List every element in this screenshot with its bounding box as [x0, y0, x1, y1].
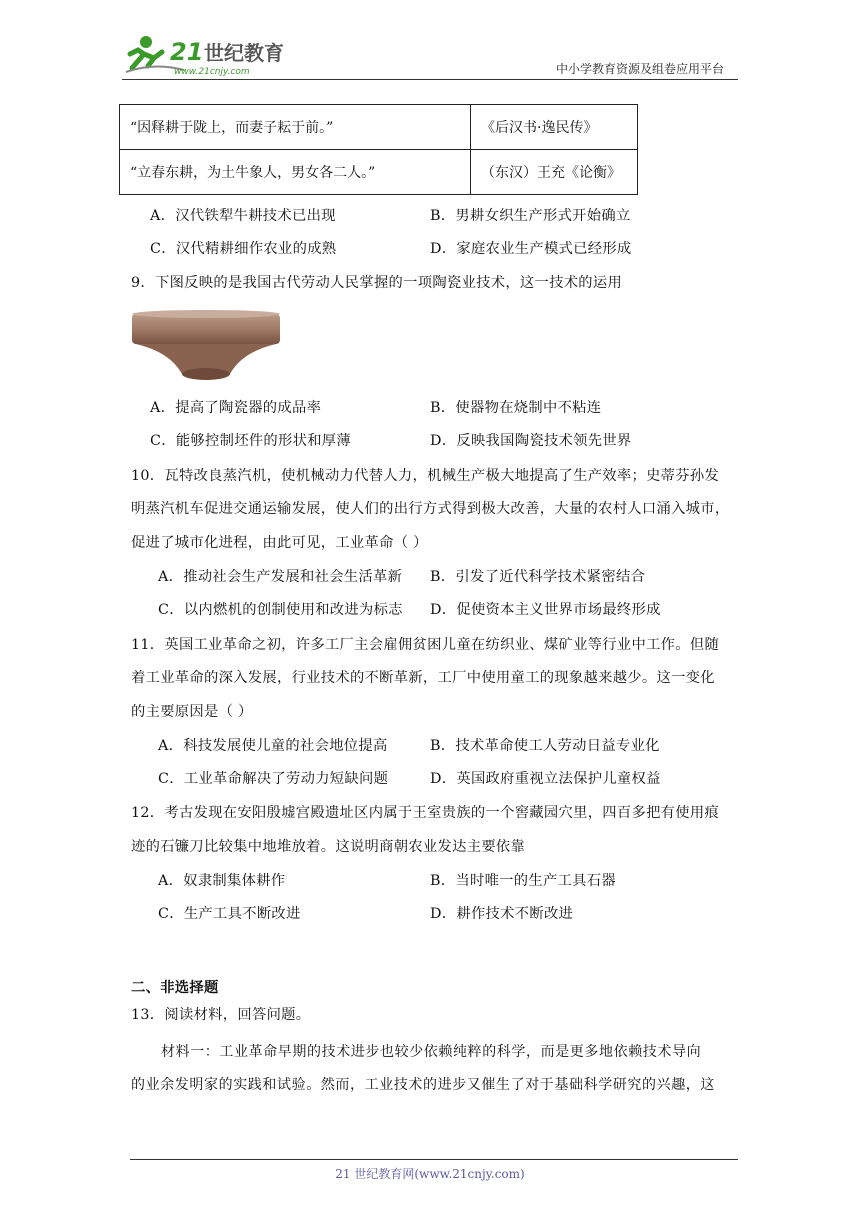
material1-line2: 的业余发明家的实践和试验。然而，工业技术的进步又催生了对于基础科学研究的兴趣，这	[131, 1077, 715, 1093]
q11-option-b: B．技术革命使工人劳动日益专业化	[430, 738, 660, 754]
q12-option-b: B．当时唯一的生产工具石器	[430, 873, 616, 889]
table-row	[120, 150, 638, 195]
q8-option-d: D．家庭农业生产模式已经形成	[430, 241, 632, 257]
q10-option-b: B．引发了近代科学技术紧密结合	[430, 569, 646, 585]
q9-option-b: B．使器物在烧制中不粘连	[430, 400, 602, 416]
q11-stem-line3: 的主要原因是（ ）	[131, 704, 253, 720]
table-cell-quote: “因释耕于陇上，而妻子耘于前。”	[120, 105, 471, 150]
header-divider	[122, 79, 738, 80]
material1-line1: 材料一：工业革命早期的技术进步也较少依赖纯粹的科学，而是更多地依赖技术导向	[161, 1044, 702, 1060]
q11-stem-line1: 11．英国工业革命之初，许多工厂主会雇佣贫困儿童在纺织业、煤矿业等行业中工作。但随	[131, 637, 720, 653]
q13-stem: 13．阅读材料，回答问题。	[131, 1007, 311, 1023]
footer-link[interactable]: 21 世纪教育网(www.21cnjy.com)	[335, 1167, 525, 1181]
q9-option-c: C．能够控制坯件的形状和厚薄	[150, 433, 351, 449]
q9-option-a: A．提高了陶瓷器的成品率	[150, 400, 322, 416]
q12-option-a: A．奴隶制集体耕作	[158, 873, 286, 889]
footer-divider	[130, 1159, 738, 1160]
table-row	[120, 105, 638, 150]
q10-option-d: D．促使资本主义世界市场最终形成	[430, 602, 661, 618]
q8-option-b: B．男耕女织生产形式开始确立	[430, 208, 631, 224]
q10-stem-line2: 明蒸汽机车促进交通运输发展，使人们的出行方式得到极大改善，大量的农村人口涌入城市，	[131, 501, 730, 517]
table-cell-source: 《后汉书·逸民传》	[471, 105, 638, 150]
q10-stem-line3: 促进了城市化进程，由此可见，工业革命（ ）	[131, 535, 428, 551]
q12-option-c: C．生产工具不断改进	[158, 906, 301, 922]
table-cell-quote: “立春东耕，为土牛象人，男女各二人。”	[120, 150, 471, 195]
pottery-bowl-image	[130, 308, 282, 384]
q9-option-d: D．反映我国陶瓷技术领先世界	[430, 433, 632, 449]
q9-stem: 9．下图反映的是我国古代劳动人民掌握的一项陶瓷业技术，这一技术的运用	[131, 275, 623, 291]
q10-option-c: C．以内燃机的创制使用和改进为标志	[158, 602, 403, 618]
q11-option-c: C．工业革命解决了劳动力短缺问题	[158, 771, 389, 787]
q11-option-d: D．英国政府重视立法保护儿童权益	[430, 771, 661, 787]
site-logo	[124, 32, 294, 82]
q11-option-a: A．科技发展使儿童的社会地位提高	[158, 738, 388, 754]
q12-stem-line1: 12．考古发现在安阳殷墟宫殿遗址区内属于王室贵族的一个窖藏园穴里，四百多把有使用痕	[131, 805, 720, 821]
source-table	[119, 104, 638, 195]
q11-stem-line2: 着工业革命的深入发展，行业技术的不断革新，工厂中使用童工的现象越来越少。这一变化	[131, 670, 715, 686]
section-heading: 二、非选择题	[131, 980, 219, 996]
q10-stem-line1: 10．瓦特改良蒸汽机，使机械动力代替人力，机械生产极大地提高了生产效率；史蒂芬孙发	[131, 468, 720, 484]
logo-url: www.21cnjy.com	[174, 67, 250, 77]
q8-option-c: C．汉代精耕细作农业的成熟	[150, 241, 337, 257]
q12-option-d: D．耕作技术不断改进	[430, 906, 574, 922]
runner-logo-icon	[124, 32, 294, 82]
q8-option-a: A．汉代铁犁牛耕技术已出现	[150, 208, 336, 224]
platform-name: 中小学教育资源及组卷应用平台	[555, 62, 724, 76]
svg-text:21: 21	[170, 38, 204, 66]
logo-text: 世纪教育	[204, 41, 284, 65]
table-cell-source: （东汉）王充《论衡》	[471, 150, 638, 195]
q12-stem-line2: 迹的石镰刀比较集中地堆放着。这说明商朝农业发达主要依靠	[131, 839, 526, 855]
q10-option-a: A．推动社会生产发展和社会生活革新	[158, 569, 403, 585]
